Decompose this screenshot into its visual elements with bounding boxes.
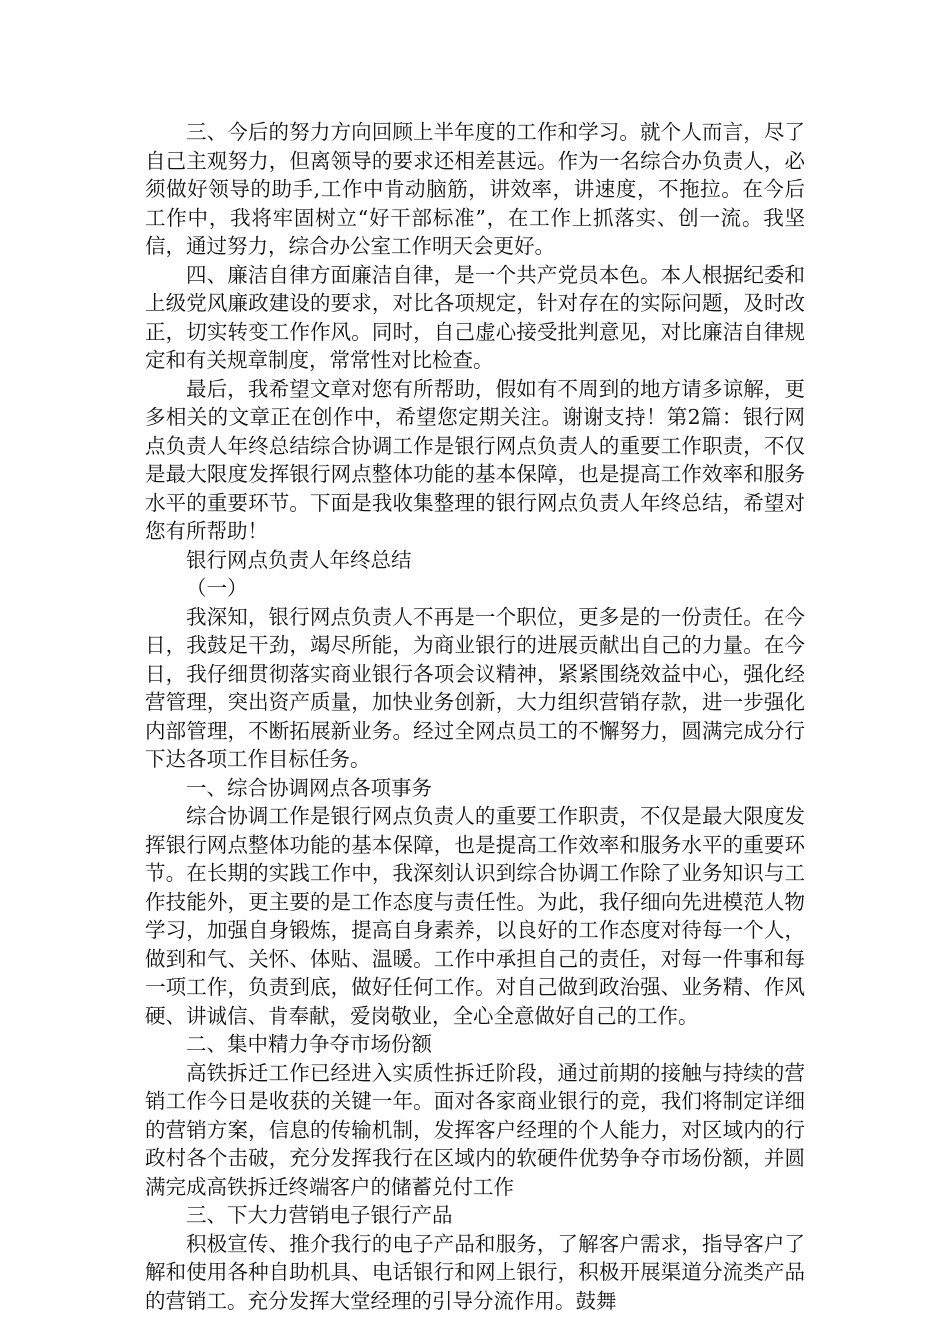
heading-e-banking: 三、下大力营销电子银行产品 [186, 1203, 453, 1227]
paragraph-coordination: 综合协调工作是银行网点负责人的重要工作职责，不仅是最大限度发挥银行网点整体功能的基本保障，也是提高工作效率和服务水平的重要环节。在长期的实践工作中，我深刻认识到综合协调工作除了业务知识与工作技能外，更主要的是工作态度与责任性。为此，我仔细向先进模范人物学习，加强自身锻炼，提高自身素养，以良好的工作态度对待每一个人，做到和气、关怀、体贴、温暖。工作中承担自己的责任，对每一件事和每一项工作，负责到底，做好任何工作。对自己做到政治强、业务精、作风硬、讲诚信、肯奉献，爱岗敬业，全心全意做好自己的工作。 [145, 804, 805, 1028]
paragraph-market-share: 高铁拆迁工作已经进入实质性拆迁阶段，通过前期的接触与持续的营销工作今日是收获的关键一年。面对各家商业银行的竞，我们将制定详细的营销方案，信息的传输机制，发挥客户经理的个人能力，对区域内的行政村各个击破，充分发挥我行在区域内的软硬件优势争夺市场份额，并圆满完成高铁拆迁终端客户的储蓄兑付工作 [145, 1060, 805, 1199]
heading-coordination: 一、综合协调网点各项事务 [186, 775, 432, 800]
paragraph-future-direction: 三、今后的努力方向回顾上半年度的工作和学习。就个人而言，尽了自己主观努力，但离领导的要求还相差甚远。作为一名综合办负责人，必须做好领导的助手,工作中肯动脑筋，讲效率，讲速度，不拖拉。在今后工作中，我将牢固树立“好干部标准”，在工作上抓落实、创一流。我坚信，通过努力，综合办公室工作明天会更好。 [145, 120, 805, 258]
section-title: 银行网点负责人年终总结 [186, 547, 412, 572]
heading-market-share: 二、集中精力争夺市场份额 [186, 1032, 432, 1056]
section-number: （一） [186, 576, 248, 600]
paragraph-integrity: 四、廉洁自律方面廉洁自律，是一个共产党员本色。本人根据纪委和上级党风廉政建设的要求，对比各项规定，针对存在的实际问题，及时改正，切实转变工作作风。同时，自己虚心接受批判意见，对比廉洁自律规定和有关规章制度，常常性对比检查。 [145, 262, 805, 372]
paragraph-e-banking: 积极宣传、推介我行的电子产品和服务，了解客户需求，指导客户了解和使用各种自助机具、电话银行和网上银行，积极开展渠道分流类产品的营销工。充分发挥大堂经理的引导分流作用。鼓舞 [145, 1231, 805, 1313]
paragraph-responsibility: 我深知，银行网点负责人不再是一个职位，更多是的一份责任。在今日，我鼓足干劲，竭尽所能，为商业银行的进展贡献出自己的力量。在今日，我仔细贯彻落实商业银行各项会议精神，紧紧围绕效益中心，强化经营管理，突出资产质量，加快业务创新，大力组织营销存款，进一步强化内部管理，不断拓展新业务。经过全网点员工的不懈努力，圆满完成分行下达各项工作目标任务。 [145, 604, 805, 771]
paragraph-closing-and-part2-intro: 最后，我希望文章对您有所帮助，假如有不周到的地方请多谅解，更多相关的文章正在创作中，希望您定期关注。谢谢支持！第2篇：银行网点负责人年终总结综合协调工作是银行网点负责人的重要工作职责，不仅是最大限度发挥银行网点整体功能的基本保障，也是提高工作效率和服务水平的重要环节。下面是我收集整理的银行网点负责人年终总结，希望对您有所帮助！ [145, 376, 805, 543]
document-page [145, 118, 805, 1315]
